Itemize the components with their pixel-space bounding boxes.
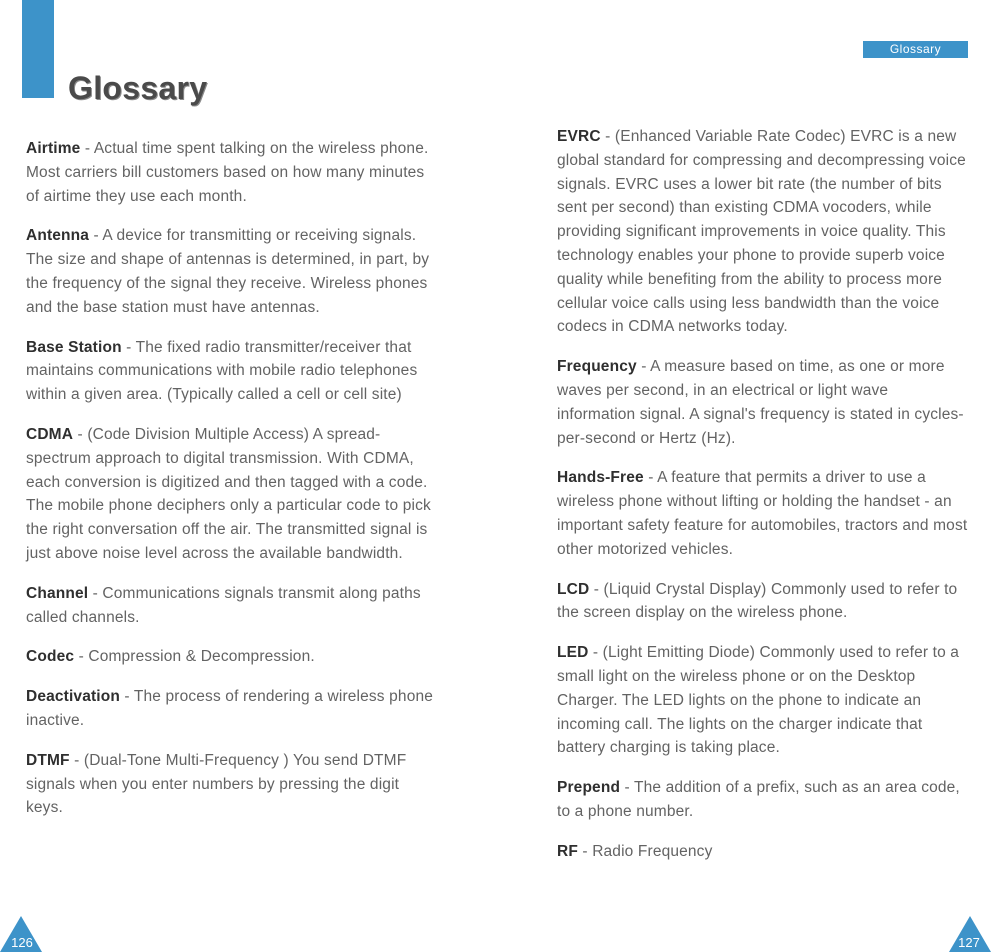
- glossary-entry: [26, 582, 436, 630]
- glossary-entry: [26, 336, 436, 407]
- glossary-definition: - (Code Division Multiple Access) A spread-spectrum approach to digital transmission. With CDMA, each conversion is digitized and then tagged with a code. The mobile phone deciphers only a particular code to pick the right conversation off the air. The transmitted signal is just above noise level across the available bandwidth.: [26, 425, 431, 562]
- glossary-term: CDMA: [26, 425, 74, 443]
- glossary-definition: - Actual time spent talking on the wireless phone. Most carriers bill customers based on how many minutes of airtime they use each month.: [26, 140, 429, 205]
- glossary-term: Frequency: [557, 358, 637, 376]
- glossary-definition: - Radio Frequency: [577, 842, 713, 860]
- glossary-entry: [26, 224, 436, 319]
- glossary-entry: [557, 355, 969, 450]
- glossary-definition: - A measure based on time, as one or more waves per second, in an electrical or light wave information signal. A signal's frequency is stated in cycles-per-second or Hertz (Hz).: [557, 358, 964, 447]
- glossary-term: DTMF: [26, 751, 70, 769]
- glossary-definition: - The process of rendering a wireless phone inactive.: [26, 688, 434, 729]
- section-tab-bar: [22, 0, 54, 98]
- glossary-entry: [557, 466, 969, 561]
- glossary-term: Deactivation: [26, 688, 120, 706]
- glossary-definition: - The addition of a prefix, such as an area code, to a phone number.: [557, 779, 960, 820]
- right-column: [557, 125, 969, 880]
- left-column: [26, 137, 436, 836]
- glossary-definition: - Communications signals transmit along paths called channels.: [26, 584, 421, 626]
- glossary-definition: - (Dual-Tone Multi-Frequency ) You send DTMF signals when you enter numbers by pressing the digit keys.: [26, 751, 407, 817]
- glossary-entry: [26, 749, 436, 820]
- glossary-term: LCD: [557, 580, 590, 598]
- glossary-definition: - (Liquid Crystal Display) Commonly used to refer to the screen display on the wireless phone.: [557, 580, 958, 622]
- glossary-entry: [557, 840, 969, 864]
- page-number-left: 126: [11, 935, 33, 950]
- glossary-term: Antenna: [26, 227, 90, 245]
- glossary-definition: - Compression & Decompression.: [74, 648, 315, 666]
- glossary-entry: [557, 578, 969, 626]
- glossary-term: LED: [557, 644, 589, 662]
- glossary-term: Codec: [26, 648, 75, 666]
- glossary-entry: [26, 137, 436, 208]
- page-number-right: 127: [958, 935, 980, 950]
- glossary-term: EVRC: [557, 128, 601, 145]
- glossary-term: Hands-Free: [557, 469, 644, 487]
- glossary-definition: - (Enhanced Variable Rate Codec) EVRC is a new global standard for compressing and decompressing voice signals. EVRC uses a lower bit rate (the number of bits sent per second) than existing CDMA vocoders, while providing significant improvements in voice quality. This technology enables your phone to provide superb voice quality while benefiting from the ability to process more cellular voice calls using less bandwidth than the voice codecs in CDMA networks today.: [557, 128, 966, 336]
- glossary-entry: [26, 645, 436, 669]
- page-title: Glossary: [68, 70, 208, 106]
- glossary-entry: [26, 423, 436, 566]
- glossary-definition: - The fixed radio transmitter/receiver that maintains communications with mobile radio telephones within a given area. (Typically called a cell or cell site): [26, 338, 418, 404]
- glossary-term: Channel: [26, 584, 89, 602]
- glossary-term: Prepend: [557, 779, 621, 797]
- glossary-definition: - (Light Emitting Diode) Commonly used to refer to a small light on the wireless phone or on the Desktop Charger. The LED lights on the phone to indicate an incoming call. The lights on the charger indicate that battery charging is taking place.: [557, 644, 960, 757]
- glossary-definition: - A feature that permits a driver to use a wireless phone without lifting or holding the handset - an important safety feature for automobiles, tractors and most other motorized vehicles.: [557, 469, 968, 558]
- glossary-entry: [557, 776, 969, 824]
- glossary-entry: [26, 685, 436, 733]
- glossary-definition: - A device for transmitting or receiving signals. The size and shape of antennas is determined, in part, by the frequency of the signal they receive. Wireless phones and the base station must have antennas.: [26, 227, 430, 316]
- glossary-term: Airtime: [26, 140, 81, 157]
- glossary-term: RF: [557, 842, 578, 860]
- glossary-entry: [557, 641, 969, 760]
- header-section-tab: Glossary: [863, 41, 968, 58]
- glossary-term: Base Station: [26, 338, 122, 356]
- glossary-entry: [557, 125, 969, 339]
